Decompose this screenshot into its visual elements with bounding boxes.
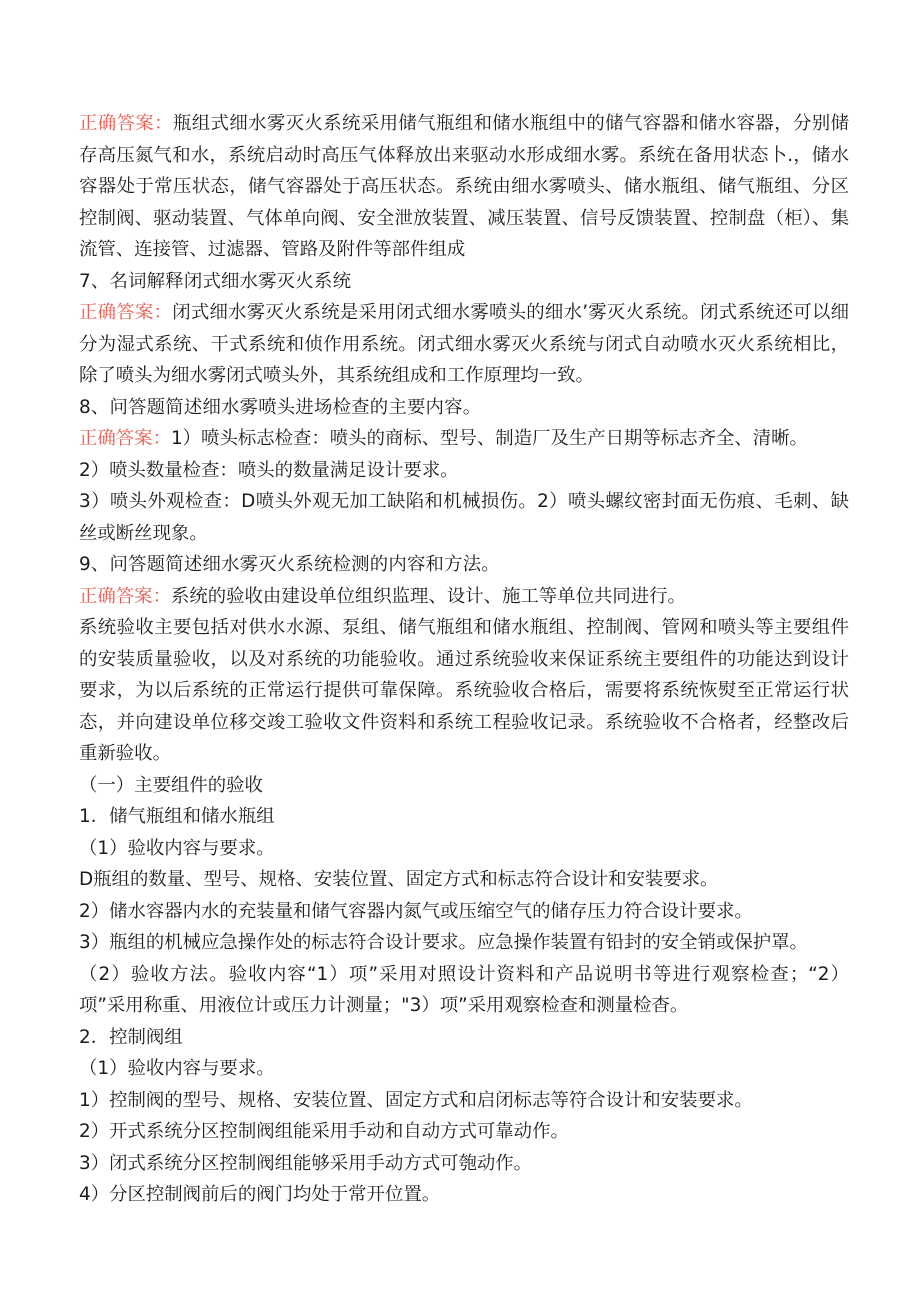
answer-text: 瓶组式细水雾灭火系统采用储气瓶组和储水瓶组中的储气容器和储水容器，分别储存高压氮气和水，系统启动时高压气体释放出来驱动水形成细水雾。系统在备用状态卜.，储水容器处于常压状态，储气容器处于高压状态。系统由细水雾喷头、储水瓶组、储气瓶组、分区控制阀、驱动装置、气体单向阀、安全泄放装置、减压装置、信号反馈装置、控制盘（柜）、集流管、连接管、过滤器、管路及附件等部件组成 (79, 113, 849, 260)
question-heading: 7、名词解释闭式细水雾灭火系统 (79, 270, 352, 292)
item-heading: （1）验收内容与要求。 (79, 1058, 275, 1079)
list-item: D瓶组的数量、型号、规格、安装位置、固定方式和标志符合设计和安装要求。 (79, 869, 719, 890)
answer-text: 1）喷头标志检查：喷头的商标、型号、制造厂及生产日期等标志齐全、清晰。 (170, 428, 808, 449)
answer-paragraph (79, 108, 849, 266)
answer-label: 正确答案： (79, 113, 173, 134)
text-paragraph: 2）喷头数量检查：喷头的数量满足设计要求。 (79, 459, 459, 481)
answer-paragraph (79, 581, 849, 613)
list-item: 2）开式系统分区控制阀组能采用手动和自动方式可靠动作。 (79, 1121, 569, 1142)
answer-paragraph (79, 297, 849, 392)
text-paragraph: 3）喷头外观检查：D喷头外观无加工缺陷和机械损伤。2）喷头螺纹密封面无伤痕、毛刺、缺丝或断丝现象。 (79, 491, 849, 544)
answer-text: 闭式细水雾灭火系统是采用闭式细水雾喷头的细水’雾灭火系统。闭式系统还可以细分为湿式系统、干式系统和侦作用系统。闭式细水雾灭火系统与闭式自动喷水灭火系统相比，除了喷头为细水雾闭式喷头外，其系统组成和工作原理均一致。 (79, 302, 849, 386)
subsection-heading: 2．控制阀组 (79, 1026, 183, 1048)
question-heading: 9、问答题简述细水雾灭火系统检测的内容和方法。 (79, 554, 500, 575)
section-heading: （一）主要组件的验收 (79, 774, 263, 796)
text-paragraph: 系统验收主要包括对供水水源、泵组、储气瓶组和储水瓶组、控制阀、管网和喷头等主要组件的安装质量验收，以及对系统的功能验收。通过系统验收来保证系统主要组件的功能达到设计要求，为以后系统的正常运行提供可靠保障。系统验收合格后，需要将系统恢熨至正常运行状态，并向建设单位移交竣工验收文件资料和系统工程验收记录。系统验收不合格者，经整改后重新验收。 (79, 617, 849, 764)
text-paragraph: （2）验收方法。验收内容“1）项”采用对照设计资料和产品说明书等进行观察检查；“2）项”采用称重、用液位计或压力计测量；"3）项”采用观察检查和测量检杳。 (79, 963, 849, 1016)
list-item: 3）瓶组的机械应急操作处的标志符合设计要求。应急操作装置有铅封的安全销或保护罩。 (79, 932, 808, 953)
list-item: 4）分区控制阀前后的阀门均处于常开位置。 (79, 1184, 441, 1205)
subsection-heading: 1．储气瓶组和储水瓶组 (79, 806, 275, 827)
answer-label: 正确答案： (79, 585, 171, 607)
list-item: 3）闭式系统分区控制阀组能够采用手动方式可匏动作。 (79, 1152, 533, 1174)
list-item: 1）控制阀的型号、规格、安装位置、固定方式和启闭标志等符合设计和安装要求。 (79, 1089, 753, 1111)
question-heading: 8、问答题简述细水雾喷头进场检查的主要内容。 (79, 396, 482, 418)
answer-label: 正确答案： (79, 302, 173, 323)
list-item: 2）储水容器内水的充装量和储气容器内氮气或压缩空气的储存压力符合设计要求。 (79, 900, 753, 922)
answer-paragraph (79, 423, 849, 455)
answer-label: 正确答案： (79, 428, 171, 449)
item-heading: （1）验收内容与要求。 (79, 837, 275, 859)
document-body (79, 108, 849, 1211)
answer-text: 系统的验收由建设单位组织监理、设计、施工等单位共同进行。 (170, 585, 686, 607)
